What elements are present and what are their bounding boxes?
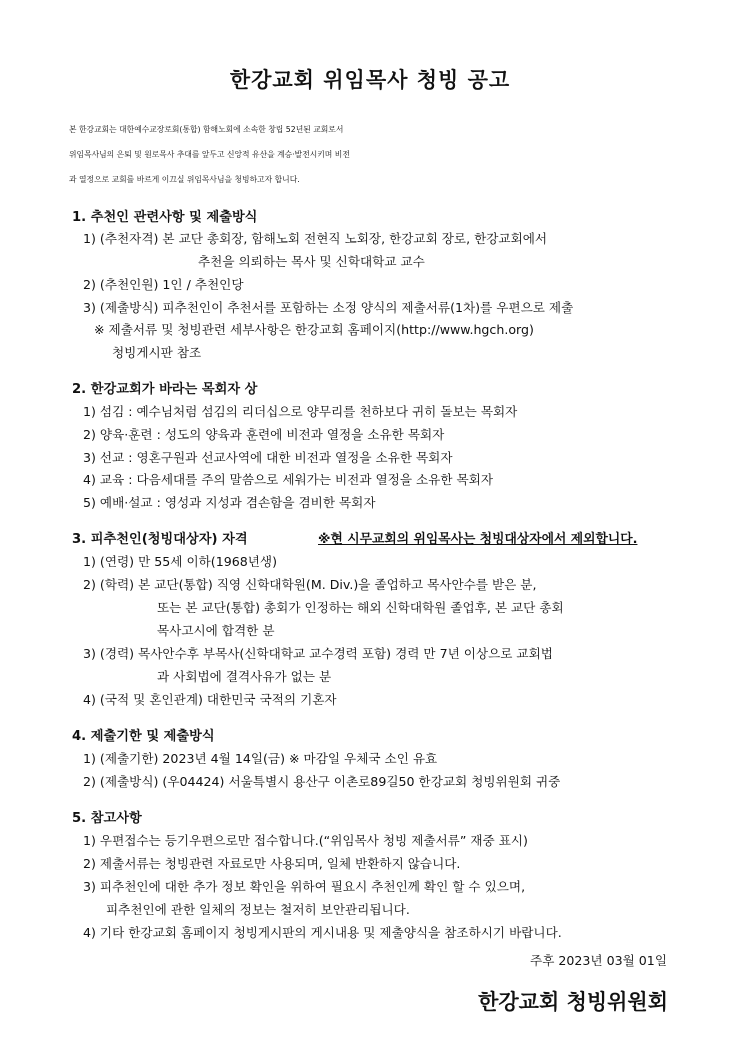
section-5-line: 3) 피추천인에 대한 추가 정보 확인을 위하여 필요시 추천인께 확인 할 수 있으며, [83,879,526,894]
section-3-line: 2) (학력) 본 교단(통합) 직영 신학대학원(M. Div.)을 졸업하고 목사안수를 받은 분, [83,577,537,592]
section-1-line: 2) (추천인원) 1인 / 추천인당 [83,277,244,292]
section-5-line: 피추천인에 관한 일체의 정보는 철저히 보안관리됩니다. [106,902,410,917]
intro-line-2: 위임목사님의 은퇴 및 원로목사 추대를 앞두고 신앙적 유산을 계승·발전시키며 비전 [69,150,350,159]
section-5-line: 1) 우편접수는 등기우편으로만 접수합니다.(“위임목사 청빙 제출서류” 재중 표시) [83,833,528,848]
section-2-line: 1) 섬김 : 예수님처럼 섬김의 리더십으로 양무리를 천하보다 귀히 돌보는 목회자 [83,404,518,419]
section-2-line: 4) 교육 : 다음세대를 주의 말씀으로 세워가는 비전과 열정을 소유한 목회자 [83,472,494,487]
section-3-line: 1) (연령) 만 55세 이하(1968년생) [83,554,277,569]
section-3-line: 과 사회법에 결격사유가 없는 분 [157,669,332,684]
section-1-line: ※ 제출서류 및 청빙관련 세부사항은 한강교회 홈페이지(http://www.hgch.org) [94,322,534,337]
section-2-line: 2) 양육·훈련 : 성도의 양육과 훈련에 비전과 열정을 소유한 목회자 [83,427,445,442]
section-1-line: 3) (제출방식) 피추천인이 추천서를 포함하는 소정 양식의 제출서류(1차)를 우편으로 제출 [83,300,574,315]
section-2-heading: 2. 한강교회가 바라는 목회자 상 [72,382,258,397]
section-1-heading: 1. 추천인 관련사항 및 제출방식 [72,210,258,225]
section-3-heading: 3. 피추천인(청빙대상자) 자격 [72,532,248,547]
section-3-line: 목사고시에 합격한 분 [157,623,275,638]
section-3-line: 3) (경력) 목사안수후 부목사(신학대학교 교수경력 포함) 경력 만 7년 이상으로 교회법 [83,646,553,661]
intro-line-3: 과 열정으로 교회를 바르게 이끄실 위임목사님을 청빙하고자 합니다. [69,175,300,184]
section-1-line: 추천을 의뢰하는 목사 및 신학대학교 교수 [198,254,425,269]
exclusion-note: ※현 시무교회의 위임목사는 청빙대상자에서 제외합니다. [318,532,638,547]
page-title: 한강교회 위임목사 청빙 공고 [229,68,511,92]
section-1-line: 청빙게시판 참조 [112,345,202,360]
section-4-line: 2) (제출방식) (우04424) 서울특별시 용산구 이촌로89길50 한강교회 청빙위원회 귀중 [83,774,561,789]
section-2-line: 3) 선교 : 영혼구원과 선교사역에 대한 비전과 열정을 소유한 목회자 [83,450,453,465]
section-2-line: 5) 예배·설교 : 영성과 지성과 겸손함을 겸비한 목회자 [83,495,376,510]
section-5-line: 2) 제출서류는 청빙관련 자료로만 사용되며, 일체 반환하지 않습니다. [83,856,461,871]
section-4-line: 1) (제출기한) 2023년 4월 14일(금) ※ 마감일 우체국 소인 유효 [83,751,438,766]
organization-signature: 한강교회 청빙위원회 [478,990,668,1014]
section-3-line: 또는 본 교단(통합) 총회가 인정하는 해외 신학대학원 졸업후, 본 교단 총회 [157,600,564,615]
section-5-line: 4) 기타 한강교회 홈페이지 청빙게시판의 게시내용 및 제출양식을 참조하시기 바랍니다. [83,925,562,940]
section-4-heading: 4. 제출기한 및 제출방식 [72,729,215,744]
section-3-line: 4) (국적 및 혼인관계) 대한민국 국적의 기혼자 [83,692,337,707]
section-1-line: 1) (추천자격) 본 교단 총회장, 함해노회 전현직 노회장, 한강교회 장로, 한강교회에서 [83,231,548,246]
issue-date: 주후 2023년 03월 01일 [530,953,667,968]
intro-line-1: 본 한강교회는 대한예수교장로회(통합) 함해노회에 소속한 창립 52년된 교회로서 [69,125,344,134]
section-5-heading: 5. 참고사항 [72,811,142,826]
